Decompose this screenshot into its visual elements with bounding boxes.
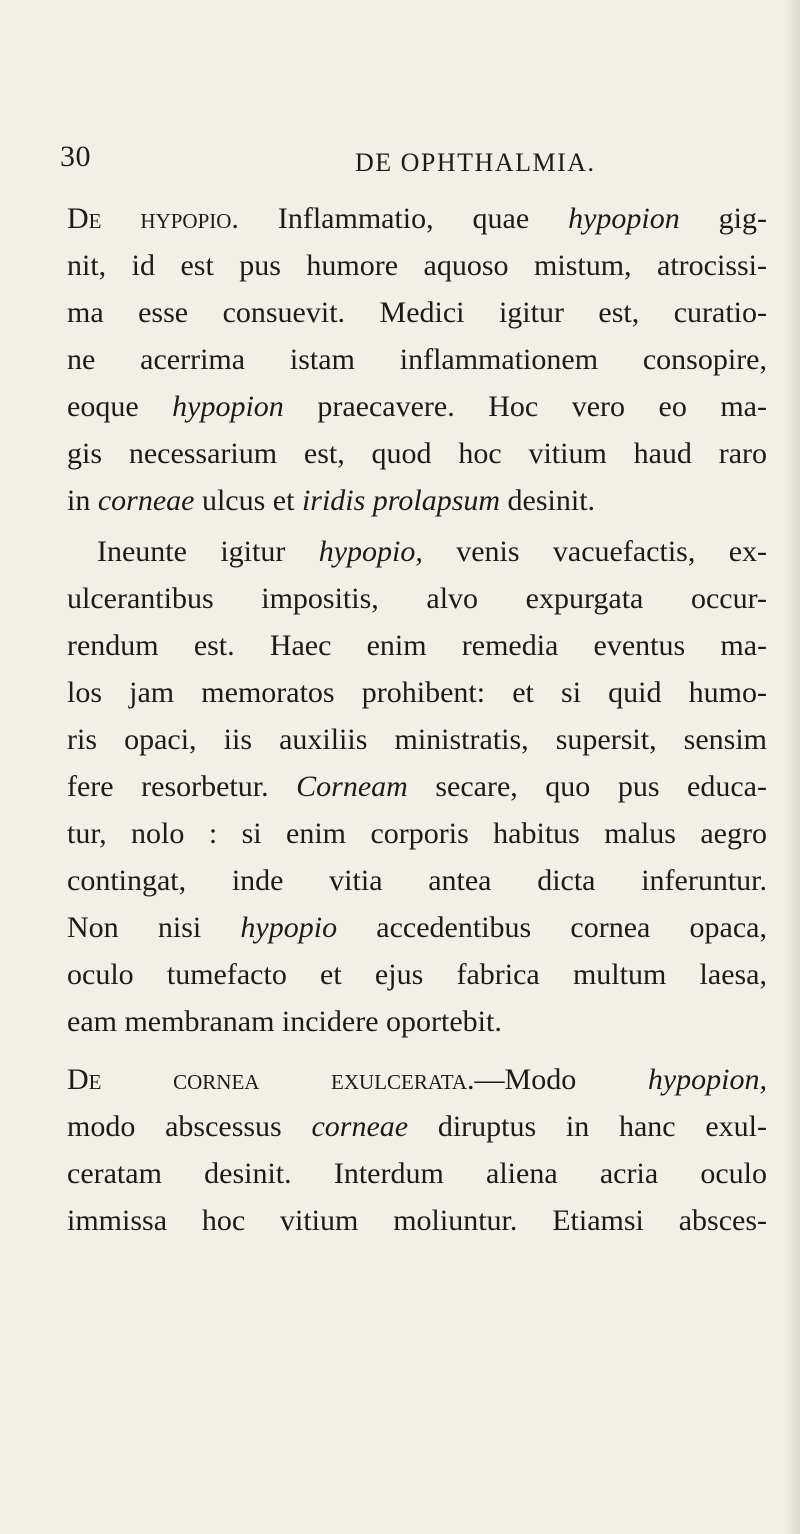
page-edge-shadow [786,0,800,1534]
text-line: tur, nolo : si enim corporis habitus malus aegro [67,817,767,850]
text-line: nit, id est pus humore aquoso mistum, atrocissi- [67,249,767,282]
text-line: ceratam desinit. Interdum aliena acria oculo [67,1157,767,1190]
text-line [67,904,767,951]
text-span: venis vacuefactis, ex- [422,535,768,568]
text-line: ulcerantibus impositis, alvo expurgata occur- [67,582,767,615]
section-heading: De hypopio. [67,202,239,235]
text-span: gig- [679,202,768,235]
text-span: secare, quo pus educa- [407,770,767,803]
italic-term: hypopion [172,390,284,423]
paragraph-de-cornea-exulcerata [67,1056,767,1244]
text-span: accedentibus cornea opaca, [337,911,767,944]
text-line [67,1056,767,1103]
text-line: rendum est. Haec enim remedia eventus ma- [67,629,767,662]
text-line [67,477,767,524]
text-line [67,1103,767,1150]
italic-term: iridis prolapsum [301,484,501,517]
italic-term: hypopio, [318,535,423,568]
text-line: los jam memoratos prohibent: et si quid humo- [67,676,767,709]
text-line [67,383,767,430]
italic-term: hypopion [568,202,680,235]
page-header [0,136,800,186]
text-line [67,763,767,810]
section-heading: De cornea exulcerata. [67,1063,475,1096]
text-span: in [67,484,98,517]
text-line: ris opaci, iis auxiliis ministratis, supersit, sensim [67,723,767,756]
text-line: ma esse consuevit. Medici igitur est, curatio- [67,296,767,329]
text-span: diruptus in hanc exul- [408,1110,767,1143]
text-span: —Modo [474,1063,648,1096]
italic-term: corneae [97,484,195,517]
text-line: gis necessarium est, quod hoc vitium haud raro [67,437,767,470]
italic-term: hypopio [240,911,338,944]
text-span: Ineunte igitur [97,535,319,568]
text-line: contingat, inde vitia antea dicta inferuntur. [67,864,767,897]
text-span: desinit. [500,484,596,517]
text-span: praecavere. Hoc vero eo ma- [283,390,767,423]
text-span: modo abscessus [67,1110,312,1143]
text-span: Non nisi [67,911,241,944]
text-line: eam membranam incidere oportebit. [67,1005,502,1038]
text-span: eoque [67,390,173,423]
text-line: oculo tumefacto et ejus fabrica multum laesa, [67,958,767,991]
text-line: ne acerrima istam inflammationem consopire, [67,343,767,376]
text-line [67,195,767,242]
running-head: DE OPHTHALMIA. [355,148,596,177]
italic-term: corneae [311,1110,409,1143]
italic-term: hypopion, [647,1063,767,1096]
page-number: 30 [60,140,91,173]
paragraph-de-hypopio [67,195,767,524]
text-span: fere resorbetur. [67,770,297,803]
text-line [67,528,767,575]
italic-term: Corneam [296,770,408,803]
paragraph-ineunte-igitur [67,528,767,1045]
text-span: Inflammatio, quae [238,202,569,235]
text-span: ulcus et [194,484,302,517]
text-line: immissa hoc vitium moliuntur. Etiamsi absces- [67,1204,767,1237]
